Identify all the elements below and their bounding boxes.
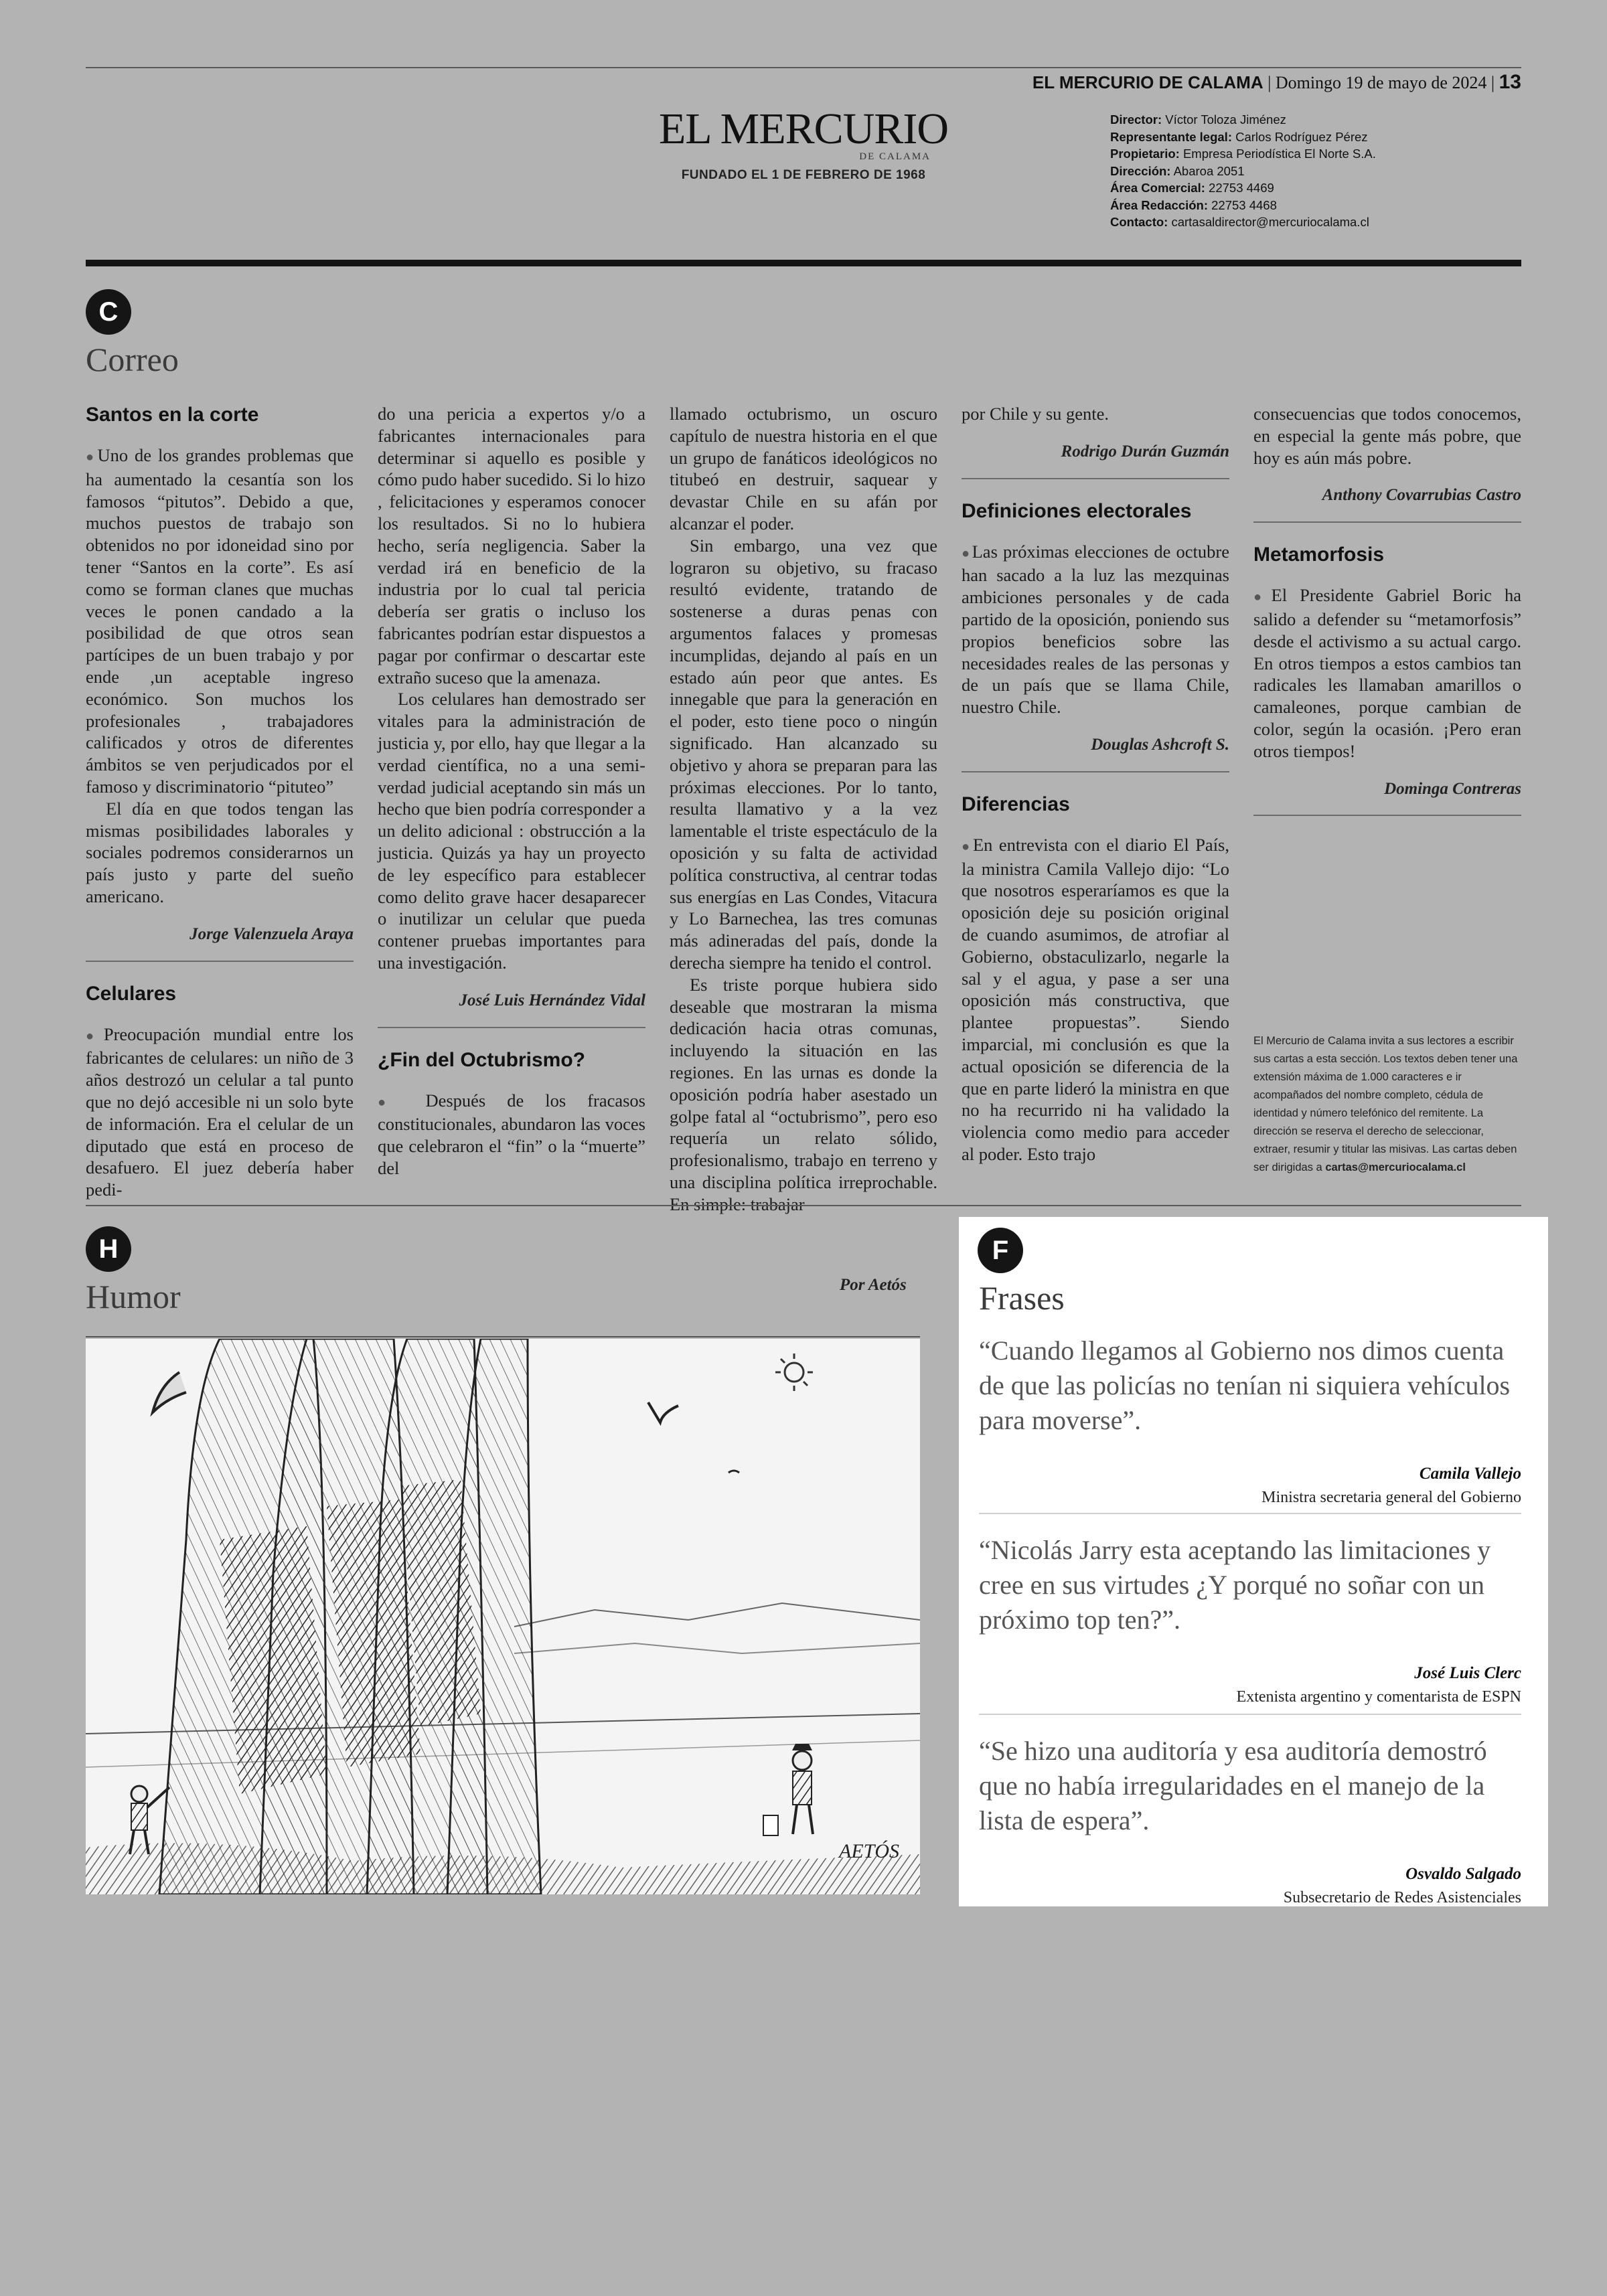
letter-title-metamorfosis: Metamorfosis: [1253, 544, 1385, 566]
submission-note: El Mercurio de Calama invita a sus lectores a escribir sus cartas a esta sección. Los textos deben tener una extensión máxima de 1.000 caracteres e ir acompañados del nombre completo, cédula de identidad y número telefónico del remitente. La dirección se reserva el derecho de seleccionar, extraer, resumir y titular las misivas. Las cartas deben ser dirigidas a cartas@mercuriocalama.cl: [1253, 1035, 1518, 1173]
letter-signature: Rodrigo Durán Guzmán: [1061, 442, 1229, 461]
page-number: 13: [1499, 71, 1521, 93]
letter-paragraph: consecuencias que todos conocemos, en especial la gente más pobre, que hoy es aún más pobre.: [1253, 404, 1521, 468]
letter-paragraph: Los celulares han demostrado ser vitales para la administración de justicia y, por ello, hay que llegar a la verdad científica, no a una semi-verdad judicial aceptando sin más un hecho que bien podría corresponder a un delito adicional : obstrucción a la justicia. Quizás ya hay un proyecto de ley específico para establecer como delito grave hacer desaparecer o inutilizar un celular que pueda contener pruebas importantes para una investigación.: [378, 689, 645, 973]
cartoon-illustration: [86, 1339, 920, 1894]
founded-line: FUNDADO EL 1 DE FEBRERO DE 1968: [681, 168, 926, 182]
letter-paragraph: ● Después de los fracasos constitucionales, abundaron las voces que celebraron el “fin” o la “muerte” del: [378, 1090, 645, 1178]
letter-paragraph: do una pericia a expertos y/o a fabricantes internacionales para determinar si aquello es posible y cómo pudo haber sucedido. Si lo hizo , felicitaciones y esperamos conocer los resultados. Si no lo hubiera hecho, sería negligencia. Saber la verdad irá en beneficio de la industria por lo cual tal pericia debería ser gratis o incluso los fabricantes podrían estar dispuestos a pagar por confirmar o descartar este extraño suceso que la amenaza.: [378, 404, 645, 687]
quote-text: “Se hizo una auditoría y esa auditoría demostró que no había irregularidades en el manejo de la lista de espera”.: [979, 1736, 1487, 1835]
mid-rule: [86, 1205, 1521, 1206]
bullet-icon: ●: [86, 1028, 102, 1044]
letter-paragraph: llamado octubrismo, un oscuro capítulo de nuestra historia en el que un grupo de fanáticos ideológicos no titubeó en destruir, saquear y devastar Chile en su afán por alcanzar el poder.: [670, 404, 937, 534]
artist-signature: AETÓS: [839, 1840, 899, 1862]
letter-signature: Anthony Covarrubias Castro: [1322, 486, 1521, 505]
masthead: [656, 104, 951, 183]
quote-role: Subsecretario de Redes Asistenciales: [1283, 1889, 1521, 1906]
bullet-icon: ●: [962, 839, 972, 854]
letter-paragraph: ●Preocupación mundial entre los fabricantes de celulares: un niño de 3 años destrozó un celular a tal punto que no dejó accesible ni un solo byte de información. Era el celular de un diputado que está en proceso de desafuero. El juez debería haber pedi-: [86, 1023, 354, 1200]
quote-2: [979, 1533, 1521, 1706]
humor-cartoon: [86, 1339, 920, 1894]
staff-row: Contacto: cartasaldirector@mercuriocalama.cl: [1110, 215, 1369, 229]
tree-trunks: [159, 1339, 541, 1894]
letter-separator: [1253, 815, 1521, 816]
masthead-logo: EL MERCURIO: [658, 104, 949, 153]
paper-name: EL MERCURIO DE CALAMA: [1032, 72, 1264, 92]
quote-3: [979, 1734, 1521, 1907]
column-3: [670, 403, 937, 1215]
quote-role: Ministra secretaria general del Gobierno: [1261, 1489, 1521, 1506]
column-2: [378, 403, 645, 1179]
humor-byline: Por Aetós: [840, 1276, 907, 1294]
staff-row: Área Redacción: 22753 4468: [1110, 197, 1277, 212]
letter-paragraph: El día en que todos tengan las mismas posibilidades laborales y sociales podremos considerarnos un país justo y parte del sueño americano.: [86, 798, 354, 906]
staff-row: Dirección: Abaroa 2051: [1110, 163, 1245, 178]
correo-badge: C: [86, 289, 131, 335]
letter-paragraph: por Chile y su gente.: [962, 404, 1109, 424]
staff-row: Propietario: Empresa Periodística El Norte S.A.: [1110, 147, 1376, 161]
letter-title-diferencias: Diferencias: [962, 793, 1070, 815]
humor-rule: [86, 1336, 920, 1337]
masthead-sub: DE CALAMA: [859, 151, 931, 162]
letter-paragraph: ●Uno de los grandes problemas que ha aumentado la cesantía son los famosos “pitutos”. Debido a que, muchos puestos de trabajo son obtenidos no por idoneidad sino por tener “Santos en la corte”. Es así como se forman clanes que muchas veces le ponen candado a la posibilidad de que otros sean partícipes de un buen trabajo y por ende ,un aceptable ingreso económico. Son muchos los profesionales , trabajadores calificados y otros de diferentes ámbitos se ven perjudicados por el famoso y discriminatorio “pituteo”: [86, 445, 354, 797]
staff-box: [1110, 111, 1512, 231]
letter-paragraph: Sin embargo, una vez que lograron su objetivo, su fracaso resultó evidente, tratando de sostenerse a duras penas con argumentos falaces y promesas incumplidas, dejando al país en un estado aún peor que antes. Es innegable que para la generación en el poder, esto tiene poco o ningún significado. Han alcanzado su objetivo y ahora se preparan para las próximas elecciones. Por lo tanto, resulta llamativo y a la vez lamentable el triste espectáculo de la oposición y su falta de actividad política constructiva, al centrar todas sus energías en Las Condes, Vitacura y Lo Barnechea, las tres comunas más adineradas del país, donde la derecha siempre ha tenido el control.: [670, 535, 937, 973]
submission-email[interactable]: cartas@mercuriocalama.cl: [1325, 1161, 1466, 1173]
quote-text: “Nicolás Jarry esta aceptando las limitaciones y cree en sus virtudes ¿Y porqué no soñar con un próximo top ten?”.: [979, 1535, 1491, 1635]
contact-email[interactable]: cartasaldirector@mercuriocalama.cl: [1171, 215, 1369, 229]
letter-paragraph: ●El Presidente Gabriel Boric ha salido a defender su “metamorfosis” desde el activismo a su actual cargo. En otros tiempos a estos cambios tan radicales les llamaban amarillos o camaleones, porque cambian de color, según la ocasión. ¡Pero eran otros tiempos!: [1253, 585, 1521, 761]
correo-title: Correo: [86, 341, 179, 378]
staff-row: Área Comercial: 22753 4469: [1110, 181, 1274, 195]
letter-paragraph: Es triste porque hubiera sido deseable que mostraran la misma dedicación hacia otras comunas, incluyendo la situación en las regiones. En las urnas es donde la oposición podría haber asestado un golpe fatal al “octubrismo”, pero eso requería un relato sólido, profesionalismo, trabajo en terreno y una disciplina política irreprochable. En simple: trabajar: [670, 974, 937, 1214]
bullet-icon: ●: [1253, 590, 1270, 605]
quote-separator: [979, 1714, 1521, 1715]
letter-signature: Jorge Valenzuela Araya: [189, 924, 354, 943]
letter-separator: [378, 1027, 645, 1028]
quote-author: Camila Vallejo: [1419, 1465, 1521, 1483]
letter-paragraph: ●En entrevista con el diario El País, la ministra Camila Vallejo dijo: “Lo que nosotros esperaríamos es que la oposición deje su posición original de cuando asumimos, de atrofiar al Gobierno, obstaculizarlo, negarle la sal y el agua, y pase a ser una oposición más constructiva, que plantee propuestas”. Siendo imparcial, mi conclusión es que la actual oposición se diferencia de la que en parte lideró la ministra en que no ha recurrido ni ha validado la violencia como medio para acceder al poder. Esto trajo: [962, 834, 1229, 1164]
humor-badge: H: [86, 1226, 131, 1272]
letter-separator: [962, 771, 1229, 772]
letter-signature: Dominga Contreras: [1384, 779, 1521, 798]
running-header: EL MERCURIO DE CALAMA | Domingo 19 de mayo de 2024 | 13: [1032, 71, 1521, 93]
quote-role: Extenista argentino y comentarista de ESPN: [1236, 1688, 1521, 1706]
quote-text: “Cuando llegamos al Gobierno nos dimos cuenta de que las policías no tenían ni siquiera vehículos para moverse”.: [979, 1335, 1511, 1435]
letter-signature: José Luis Hernández Vidal: [459, 991, 645, 1009]
letter-separator: [962, 478, 1229, 479]
column-5: [1253, 403, 1521, 836]
letter-separator: [1253, 521, 1521, 523]
quote-separator: [979, 1513, 1521, 1514]
staff-row: Representante legal: Carlos Rodríguez Pérez: [1110, 129, 1368, 144]
quote-author: José Luis Clerc: [1414, 1664, 1521, 1682]
bullet-icon: ●: [962, 546, 971, 561]
bullet-icon: ●: [378, 1094, 403, 1110]
column-4: [962, 403, 1229, 1165]
humor-title: Humor: [86, 1278, 181, 1315]
letter-title-santos: Santos en la corte: [86, 404, 259, 426]
section-divider: [86, 260, 1521, 266]
quote-1: [979, 1333, 1521, 1507]
staff-row: Director: Víctor Toloza Jiménez: [1110, 112, 1286, 127]
column-1: [86, 403, 354, 1201]
top-rule: [86, 67, 1521, 68]
letter-separator: [86, 961, 354, 962]
letter-paragraph: ●Las próximas elecciones de octubre han sacado a la luz las mezquinas ambiciones personales y de cada partido de la oposición, poniendo sus propios beneficios sobre las necesidades reales de las personas y de un país que se llama Chile, nuestro Chile.: [962, 541, 1229, 718]
letter-title-definiciones: Definiciones electorales: [962, 499, 1192, 522]
quote-author: Osvaldo Salgado: [1405, 1865, 1521, 1883]
frases-badge: F: [978, 1228, 1023, 1273]
issue-date: Domingo 19 de mayo de 2024: [1275, 73, 1487, 92]
letter-title-celulares: Celulares: [86, 982, 177, 1005]
frases-title: Frases: [979, 1279, 1065, 1317]
letter-signature: Douglas Ashcroft S.: [1091, 735, 1229, 754]
bullet-icon: ●: [86, 450, 96, 465]
letter-title-octubrismo: ¿Fin del Octubrismo?: [378, 1048, 586, 1071]
